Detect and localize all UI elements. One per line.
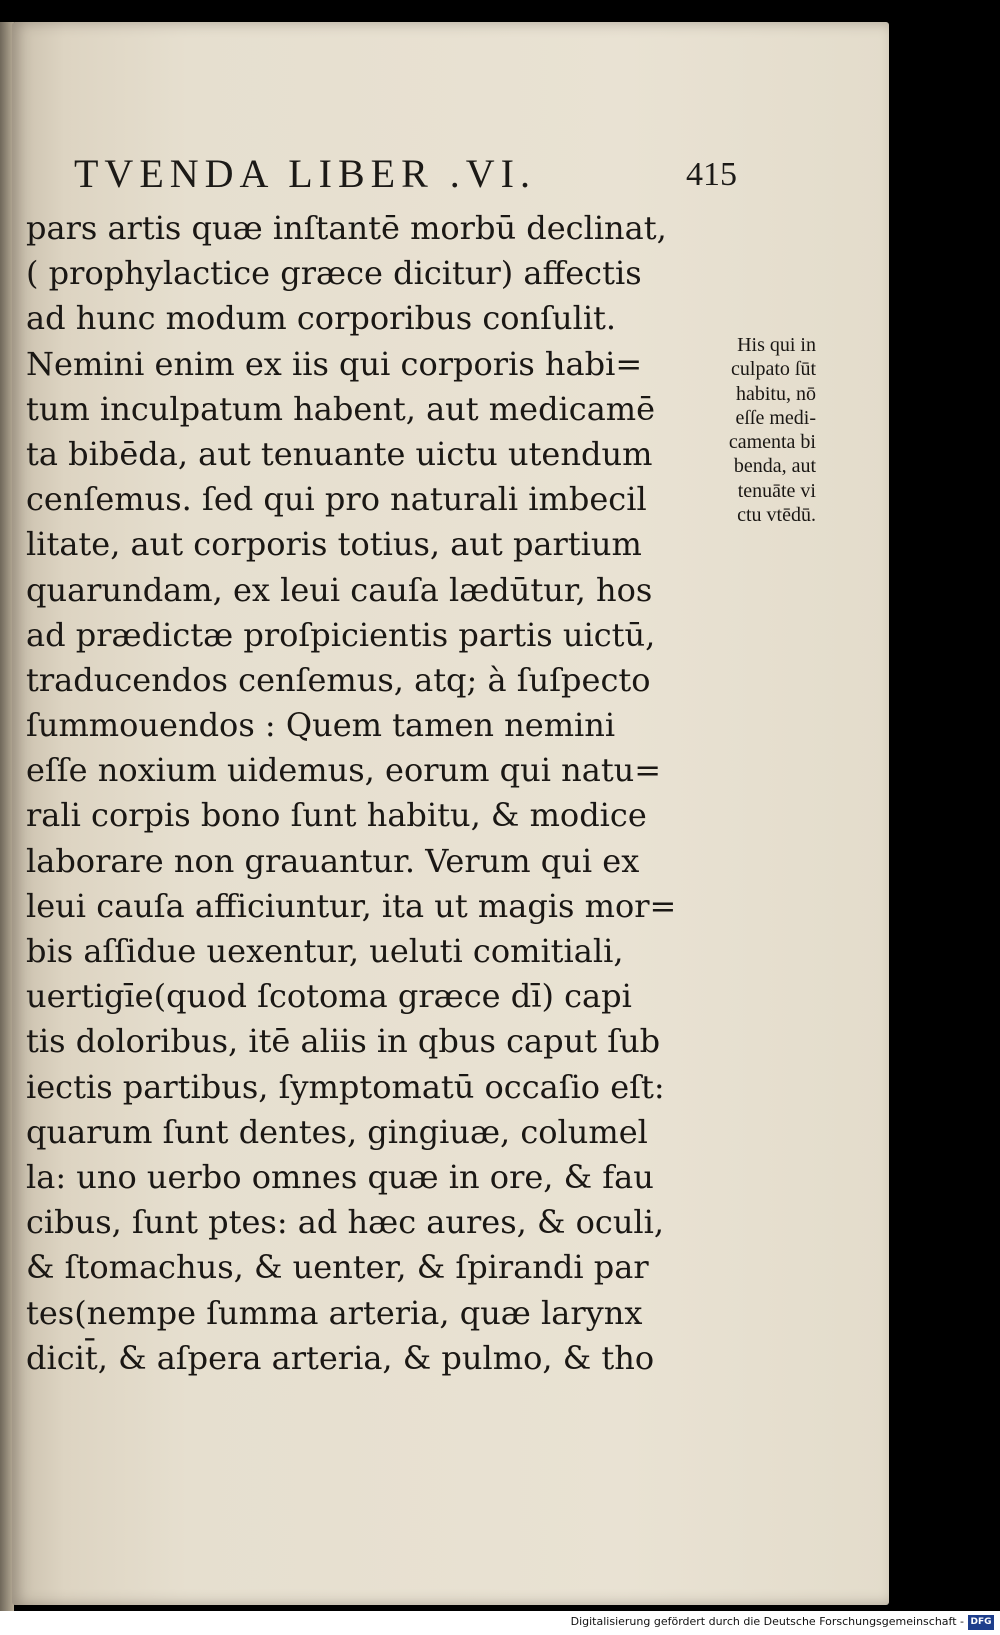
text-line: Nemini enim ex iis qui corporis habi= — [26, 344, 643, 383]
digitization-footer — [0, 1611, 1000, 1635]
text-line: quarum ſunt dentes, gingiuæ, columel — [26, 1112, 648, 1151]
dfg-logo: DFG — [968, 1615, 994, 1630]
page-number: 415 — [686, 156, 737, 193]
marginal-note-line: habitu, nō — [736, 382, 816, 405]
text-line: leui cauſa afficiuntur, ita ut magis mor= — [26, 886, 677, 925]
marginal-note-line: camenta bi — [728, 431, 816, 454]
text-line: dicit̄, & aſpera arteria, & pulmo, & tho — [26, 1338, 655, 1377]
body-text — [26, 206, 686, 1381]
text-line: cenſemus. ſed qui pro naturali imbecil — [26, 480, 647, 519]
text-line: uertigīe(quod ſcotoma græce dī) capi — [26, 977, 632, 1016]
text-line: litate, aut corporis totius, aut partium — [26, 525, 642, 564]
text-line: laborare non grauantur. Verum qui ex — [26, 841, 640, 880]
marginal-note-line: benda, aut — [733, 455, 816, 478]
text-line: tis doloribus, itē aliis in qbus caput ſub — [26, 1022, 661, 1061]
text-line: ( prophylactice græce dicitur) affectis — [26, 254, 642, 293]
text-line: ta bibēda, aut tenuante uictu utendum — [26, 434, 653, 473]
marginal-note — [680, 333, 816, 527]
text-line: tes(nempe ſumma arteria, quæ larynx — [26, 1293, 643, 1332]
marginal-note-line: ctu vtēdū. — [737, 504, 816, 527]
marginal-note-line: tenuāte vi — [737, 479, 816, 502]
marginal-note-line: eſſe medi- — [735, 406, 816, 429]
text-line: eſſe noxium uidemus, eorum qui natu= — [26, 751, 662, 790]
page-header — [74, 150, 774, 200]
text-line: pars artis quæ inſtantē morbū declinat, — [26, 209, 667, 247]
text-line: cibus, ſunt ptes: ad hæc aures, & oculi, — [26, 1203, 665, 1242]
text-line: iectis partibus, ſymptomatū occaſio eſt: — [26, 1067, 665, 1106]
text-line: la: uno uerbo omnes quæ in ore, & fau — [26, 1157, 654, 1196]
marginal-note-line: culpato ſūt — [731, 358, 816, 381]
text-line: rali corpis bono ſunt habitu, & modice — [26, 796, 647, 835]
book-page — [12, 22, 889, 1605]
text-line: bis aſſidue uexentur, ueluti comitiali, — [26, 932, 624, 970]
text-line: & ſtomachus, & uenter, & ſpirandi par — [26, 1248, 649, 1287]
text-line: ſummouendos : Quem tamen nemini — [26, 706, 616, 745]
text-line: tum inculpatum habent, aut medicamē — [26, 389, 656, 428]
running-title: TVENDA LIBER .VI. — [74, 151, 536, 196]
text-line: quarundam, ex leui cauſa lædūtur, hos — [26, 570, 653, 609]
text-line: ad prædictæ proſpicientis partis uictū, — [26, 615, 656, 654]
marginal-note-line: His qui in — [737, 334, 816, 356]
text-line: ad hunc modum corporibus conſulit. — [26, 299, 617, 338]
text-line: traducendos cenſemus, atq; à ſuſpecto — [26, 660, 651, 699]
funding-credit: Digitalisierung gefördert durch die Deutsche Forschungsgemeinschaft - — [570, 1615, 964, 1628]
